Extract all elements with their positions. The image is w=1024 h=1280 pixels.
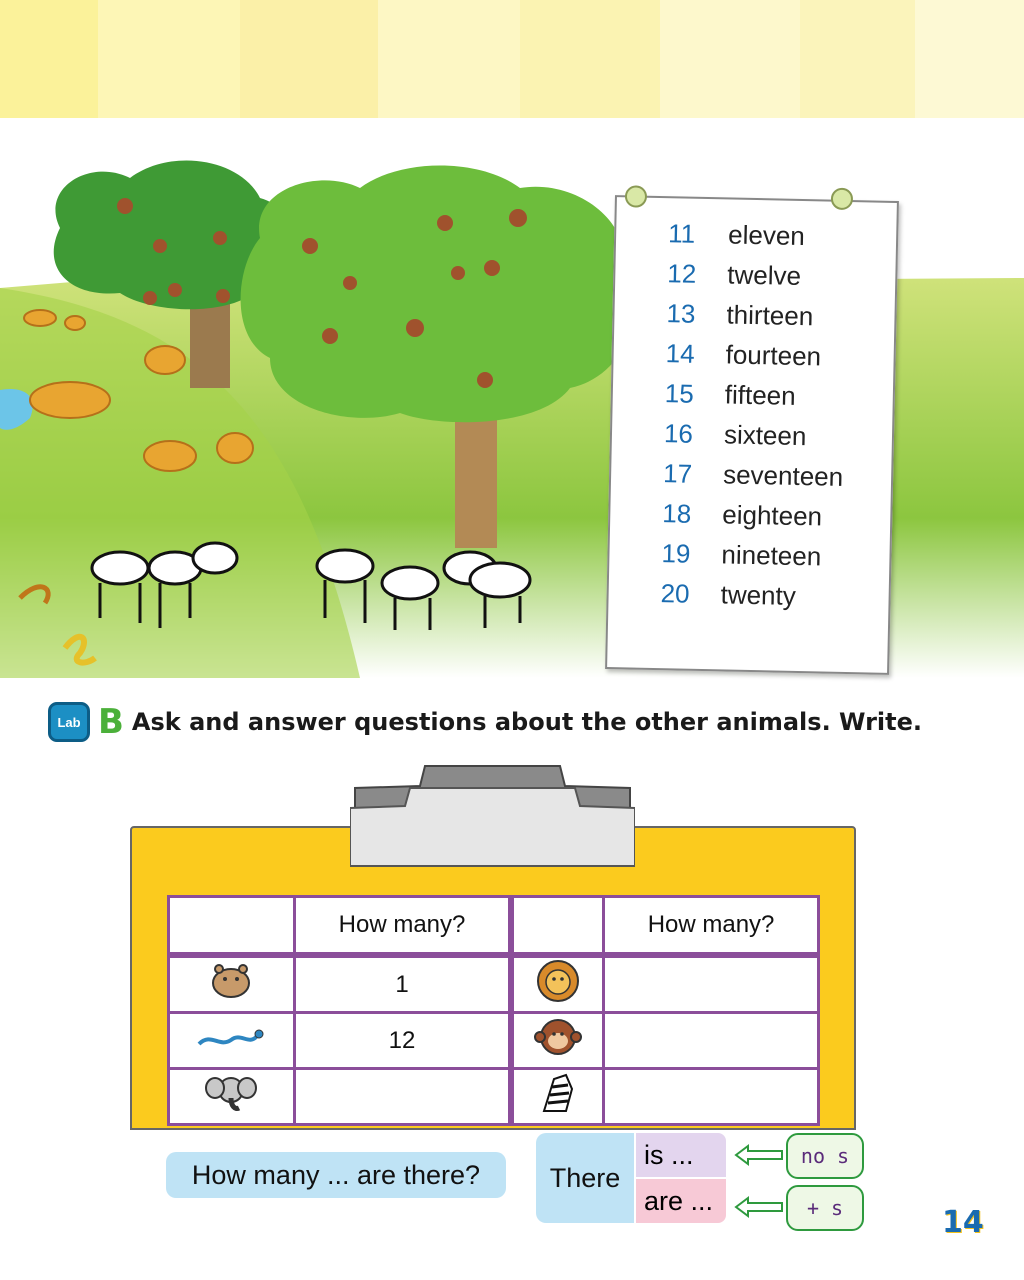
exercise-letter: B <box>98 702 124 742</box>
hippo-icon <box>169 955 295 1013</box>
snake-icon <box>169 1013 295 1069</box>
are-box: are ... <box>636 1179 726 1223</box>
count-cell[interactable] <box>604 1013 819 1069</box>
table-header-cell: How many? <box>604 897 819 956</box>
there-box: There <box>536 1133 634 1223</box>
count-cell[interactable] <box>604 1069 819 1125</box>
elephant-icon <box>169 1069 295 1125</box>
arrow-left-icon <box>734 1196 784 1218</box>
lion-icon <box>511 955 603 1013</box>
top-color-band <box>0 0 1024 118</box>
table-header-cell <box>169 897 295 956</box>
is-box: is ... <box>636 1133 726 1177</box>
number-row: 16 sixteen <box>663 418 807 452</box>
exercise-instruction: Ask and answer questions about the other animals. Write. <box>131 708 923 736</box>
arrow-left-icon <box>734 1144 784 1166</box>
number-row: 17 seventeen <box>662 458 844 492</box>
number-row: 11 eleven <box>667 218 806 252</box>
table-header-cell: How many? <box>294 897 511 956</box>
number-row: 19 nineteen <box>661 538 822 572</box>
number-row: 20 twenty <box>660 578 797 611</box>
lab-icon[interactable]: Lab <box>48 702 90 742</box>
pushpin-icon <box>625 185 647 207</box>
table-header-cell <box>511 897 603 956</box>
number-row: 13 thirteen <box>666 298 814 332</box>
count-cell[interactable]: 1 <box>294 955 511 1013</box>
question-box: How many ... are there? <box>166 1152 506 1198</box>
clipboard-clip-icon <box>350 758 635 868</box>
monkey-icon <box>511 1013 603 1069</box>
exercise-header <box>48 702 922 742</box>
number-row: 14 fourteen <box>665 338 822 372</box>
count-cell[interactable] <box>294 1069 511 1125</box>
pushpin-icon <box>831 188 853 210</box>
number-row: 18 eighteen <box>662 498 823 532</box>
page-number: 14 <box>942 1205 984 1240</box>
numbers-note <box>605 195 899 675</box>
no-s-label: no s <box>786 1133 864 1179</box>
zebra-icon <box>511 1069 603 1125</box>
animal-count-table <box>167 895 820 1126</box>
number-row: 15 fifteen <box>664 378 796 411</box>
count-cell[interactable]: 12 <box>294 1013 511 1069</box>
number-row: 12 twelve <box>667 258 802 291</box>
count-cell[interactable] <box>604 955 819 1013</box>
plus-s-label: + s <box>786 1185 864 1231</box>
